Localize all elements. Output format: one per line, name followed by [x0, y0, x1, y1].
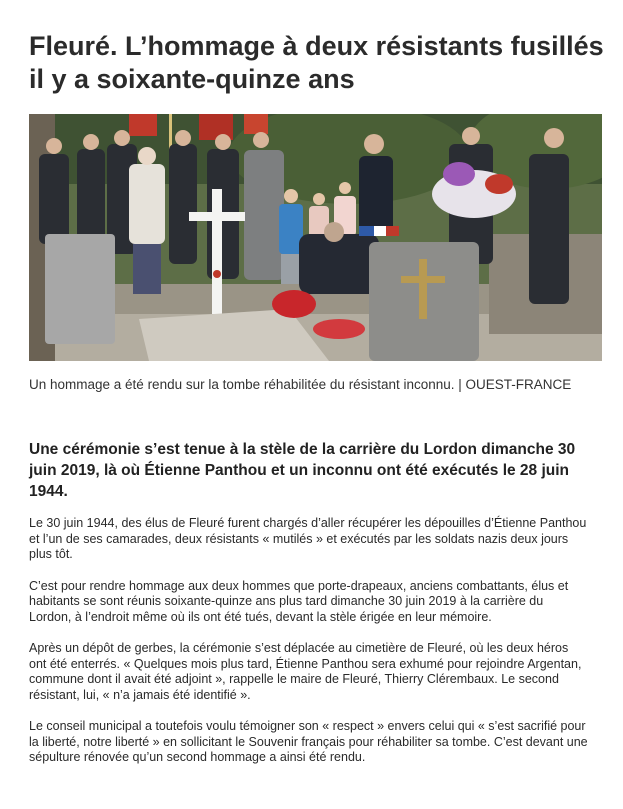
- article-photo: [29, 114, 602, 361]
- photo-caption: Un hommage a été rendu sur la tombe réhabilitée du résistant inconnu. | OUEST-FRANCE: [29, 377, 572, 392]
- article-headline: Fleuré. L’hommage à deux résistants fusillés il y a soixante-quinze ans: [29, 31, 604, 94]
- article-paragraph: Après un dépôt de gerbes, la cérémonie s’est déplacée au cimetière de Fleuré, où les deux héros ont été enterrés. « Quelques mois plus tard, Étienne Panthou sera exhumé pour rejoindre Argentan, commune dont il avait été adjoint », rappelle le maire de Fleuré, Thierry Clérembaux. Le second résistant, lui, « n’a jamais été identifié ».: [29, 641, 582, 702]
- ceremony-photo-illustration: [29, 114, 602, 361]
- article-paragraph: Le 30 juin 1944, des élus de Fleuré furent chargés d’aller récupérer les dépouilles d’Étienne Panthou et l’un de ses camarades, deux résistants « mutilés » et exécutés par les soldats nazis deux jours plus tôt.: [29, 516, 587, 561]
- article-paragraph: Le conseil municipal a toutefois voulu témoigner son « respect » envers celui qui « s’est sacrifié pour la liberté, notre liberté » en sollicitant le Souvenir français pour réhabiliter sa tombe. C’est devant une sépulture rénovée qu’un second hommage a ainsi été rendu.: [29, 719, 588, 764]
- article-paragraph: C’est pour rendre hommage aux deux hommes que porte-drapeaux, anciens combattants, élus et habitants se sont réunis soixante-quinze ans plus tard dimanche 30 juin 2019 à la carrière du Lordon, à l’endroit même où ils ont été tués, devant la stèle érigée en leur mémoire.: [29, 578, 569, 624]
- article-lede: Une cérémonie s’est tenue à la stèle de la carrière du Lordon dimanche 30 juin 2019, là où Étienne Panthou et un inconnu ont été exécutés le 28 juin 1944.: [29, 441, 576, 500]
- article-body: [29, 516, 589, 782]
